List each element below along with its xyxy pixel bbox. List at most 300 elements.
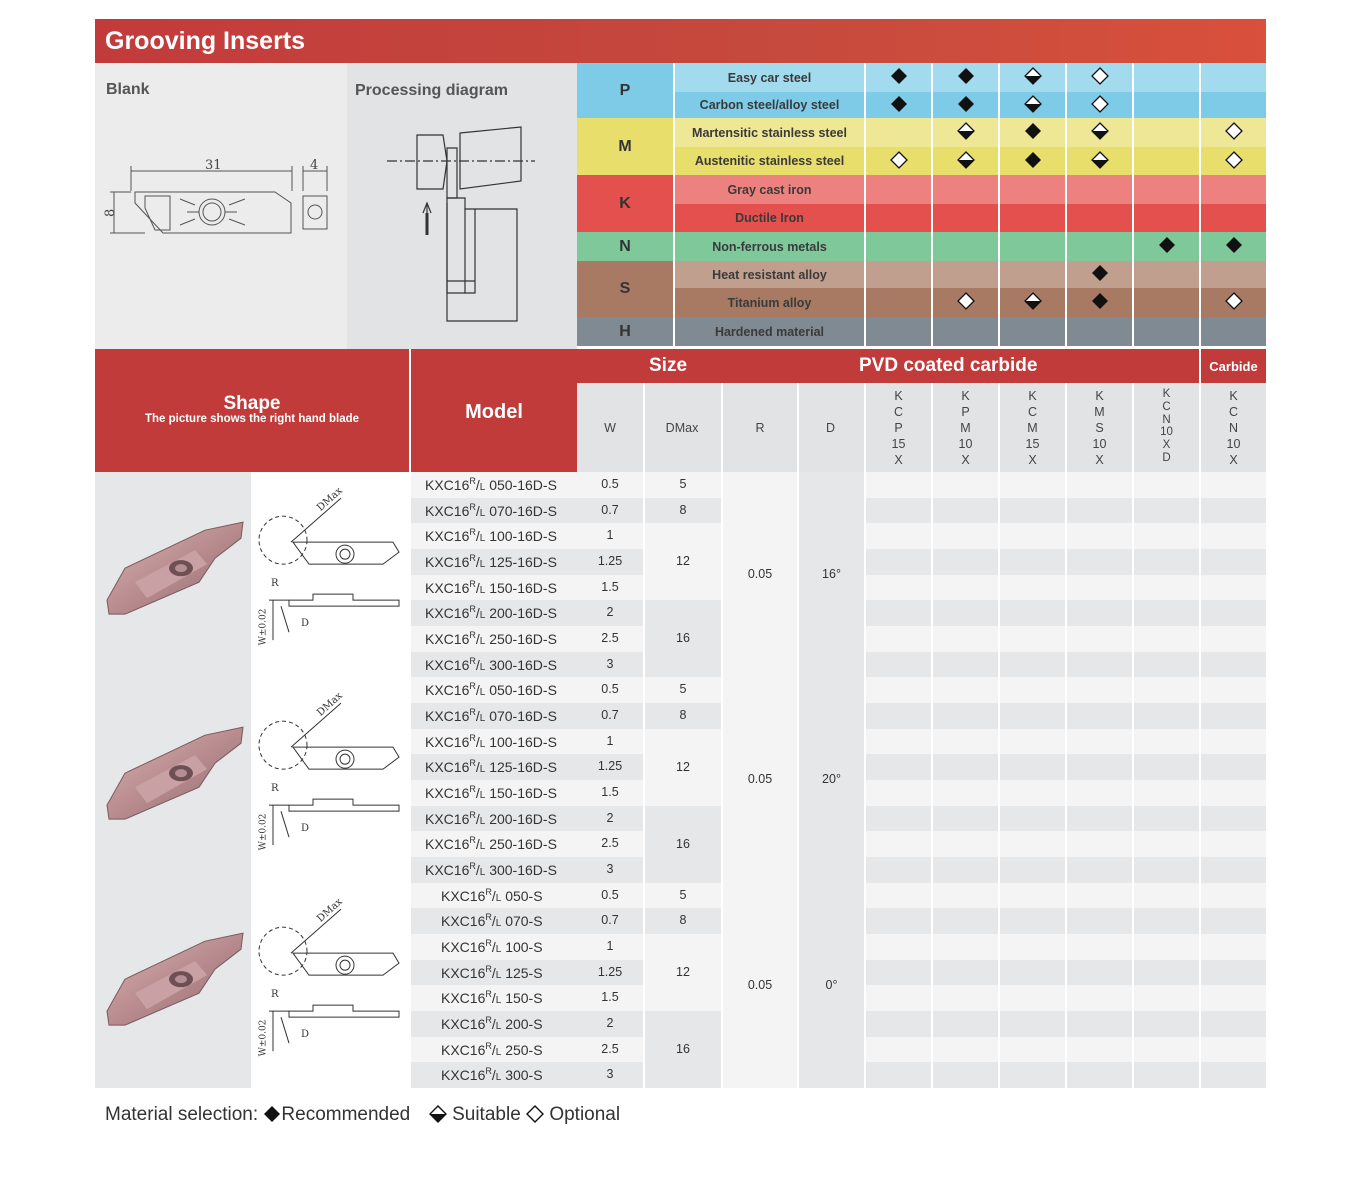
- model-suffix: 050-S: [505, 887, 543, 904]
- grade-cell: [1201, 63, 1266, 92]
- angle-label: D: [301, 618, 310, 629]
- grade-char: P: [894, 421, 903, 435]
- shape-header: [95, 349, 409, 472]
- model-code: [425, 861, 557, 878]
- table-row: [411, 985, 577, 1011]
- grade-cell: [933, 883, 998, 909]
- grade-cell: [1201, 960, 1266, 986]
- grade-cell: [866, 288, 931, 317]
- grade-cell: [1067, 288, 1132, 317]
- model-code: [425, 758, 557, 775]
- grade-cell: [1201, 703, 1266, 729]
- grade-cell: [933, 317, 998, 346]
- body-divider: [409, 472, 411, 1088]
- grade-cell: [1134, 780, 1199, 806]
- grade-cell: [1000, 677, 1065, 703]
- grade-cell: [1134, 857, 1199, 883]
- hand-left: L: [479, 559, 486, 570]
- grade-char: K: [1028, 389, 1037, 403]
- dmax-value: 12: [645, 934, 721, 1011]
- grade-cell: [1000, 934, 1065, 960]
- material-code-s: [577, 261, 673, 317]
- hand-right: R: [469, 707, 476, 718]
- dmax-value: 16: [645, 600, 721, 677]
- material-name: Titanium alloy: [727, 295, 812, 310]
- material-name: Non-ferrous metals: [712, 239, 827, 254]
- grade-cell: [1201, 729, 1266, 755]
- grade-char: N: [1228, 421, 1239, 435]
- grade-cell: [933, 677, 998, 703]
- material-name-cell: [675, 261, 864, 288]
- hand-left: L: [495, 969, 502, 981]
- matrix-divider: [998, 63, 1000, 349]
- table-row: [411, 857, 577, 883]
- w-value: 2: [577, 1011, 643, 1037]
- table-row: [411, 703, 577, 729]
- legend: [105, 1104, 620, 1126]
- table-row: [411, 883, 577, 909]
- model-prefix: KXC16: [441, 1041, 486, 1058]
- grade-char: 10: [958, 437, 973, 451]
- grade-cell: [1201, 934, 1266, 960]
- grade-cell: [933, 831, 998, 857]
- grade-cell: [866, 63, 931, 92]
- w-value: 2: [577, 600, 643, 626]
- material-name: Gray cast iron: [727, 182, 812, 197]
- matrix-divider: [931, 63, 933, 349]
- w-value: 3: [577, 1062, 643, 1088]
- hand-right: R: [469, 784, 476, 795]
- angle-label: D: [301, 823, 310, 835]
- material-code-p: [577, 63, 673, 118]
- grade-cell: [1134, 934, 1199, 960]
- hand-right: R: [469, 578, 476, 589]
- hand-left: L: [495, 995, 502, 1007]
- model-code: [425, 502, 557, 519]
- optional-icon: [1225, 292, 1243, 313]
- grade-char: 15: [1025, 437, 1040, 451]
- blank-dim-thick: 4: [310, 158, 319, 173]
- hand-separator: /: [475, 810, 480, 827]
- grade-char: C: [1027, 405, 1038, 419]
- hand-separator: /: [475, 554, 480, 570]
- model-code: [441, 1015, 543, 1032]
- hand-right: R: [485, 1066, 492, 1077]
- hand-separator: /: [475, 682, 480, 699]
- radius-label: R: [271, 578, 279, 589]
- body-divider: [721, 472, 723, 1088]
- hand-right: R: [469, 861, 476, 872]
- grade-char: D: [1162, 451, 1171, 464]
- grade-cell: [1000, 600, 1065, 626]
- grade-cell: [1201, 204, 1266, 232]
- matrix-divider: [673, 63, 675, 349]
- grade-cell: [866, 960, 931, 986]
- grade-cell: [1000, 147, 1065, 175]
- grade-cell: [1201, 288, 1266, 317]
- grade-char: P: [961, 405, 970, 419]
- grade-cell: [1134, 985, 1199, 1011]
- shape-subtitle: The picture shows the right hand blade: [144, 413, 360, 425]
- grade-cell: [1000, 549, 1065, 575]
- grade-cell: [1000, 92, 1065, 118]
- blank-dim-height: 8: [103, 208, 118, 217]
- model-code: [441, 1041, 543, 1058]
- grade-cell: [933, 63, 998, 92]
- grade-cell: [1067, 498, 1132, 524]
- legend-prefix: Material selection:: [105, 1104, 259, 1125]
- model-code: [425, 579, 557, 596]
- header-divider: [643, 383, 645, 472]
- body-divider: [251, 472, 253, 1088]
- grade-cell: [1201, 118, 1266, 147]
- matrix-divider: [1132, 63, 1134, 349]
- dmax-value: 16: [645, 806, 721, 883]
- w-value: 1.5: [577, 780, 643, 806]
- model-code: [425, 810, 557, 827]
- page-title-bar: [95, 19, 1266, 63]
- table-row: [411, 806, 577, 832]
- table-row: [411, 600, 577, 626]
- model-code: [425, 733, 557, 750]
- material-name: Carbon steel/alloy steel: [699, 98, 840, 112]
- suitable-icon: [429, 1104, 447, 1125]
- legend-recommended: Recommended: [281, 1104, 411, 1125]
- grade-cell: [1134, 831, 1199, 857]
- material-code-label: M: [618, 137, 632, 155]
- table-row: [411, 1062, 577, 1088]
- material-name: Easy car steel: [727, 70, 812, 85]
- model-prefix: KXC16: [425, 785, 470, 802]
- grade-cell: [1000, 1037, 1065, 1063]
- grade-cell: [866, 806, 931, 832]
- grade-cell: [1000, 857, 1065, 883]
- angle-label: D: [301, 1028, 310, 1040]
- grade-cell: [866, 985, 931, 1011]
- grade-cell: [1201, 317, 1266, 346]
- grade-cell: [1000, 498, 1065, 524]
- grade-cell: [1067, 831, 1132, 857]
- model-suffix: 100-16D-S: [489, 528, 557, 545]
- matrix-divider: [864, 63, 866, 349]
- grade-cell: [933, 1011, 998, 1037]
- model-code: [425, 707, 557, 724]
- hand-left: L: [479, 764, 486, 776]
- grade-char: M: [960, 421, 971, 435]
- grade-cell: [933, 1037, 998, 1063]
- hand-left: L: [479, 738, 486, 750]
- grade-cell: [1067, 883, 1132, 909]
- material-name-cell: [675, 175, 864, 204]
- grade-cell: [1067, 92, 1132, 118]
- grade-cell: [933, 600, 998, 626]
- grade-cell: [866, 204, 931, 232]
- suitable-icon: [1091, 151, 1109, 172]
- grade-cell: [866, 626, 931, 652]
- grade-cell: [1000, 960, 1065, 986]
- hand-separator: /: [491, 1016, 496, 1033]
- model-title: Model: [465, 401, 523, 423]
- grade-cell: [1201, 575, 1266, 601]
- hand-separator: /: [491, 990, 496, 1007]
- w-value: 1.5: [577, 575, 643, 601]
- grade-cell: [933, 147, 998, 175]
- grade-cell: [933, 780, 998, 806]
- model-suffix: 070-S: [505, 913, 543, 930]
- model-suffix: 150-16D-S: [489, 785, 557, 802]
- grade-cell: [933, 472, 998, 498]
- grade-cell: [1134, 549, 1199, 575]
- grade-cell: [1000, 626, 1065, 652]
- dmax-label: DMax: [315, 690, 345, 719]
- grade-cell: [1000, 523, 1065, 549]
- table-row: [411, 575, 577, 601]
- model-suffix: 100-16D-S: [489, 733, 557, 750]
- grade-cell: [866, 934, 931, 960]
- grade-cell: [1134, 472, 1199, 498]
- hand-right: R: [469, 501, 476, 512]
- material-name: Austenitic stainless steel: [694, 154, 845, 168]
- table-body: [95, 472, 1266, 1088]
- w-value: 1: [577, 523, 643, 549]
- hand-left: L: [479, 661, 486, 673]
- suitable-icon: [957, 151, 975, 172]
- table-row: [411, 549, 577, 575]
- model-code: [425, 476, 557, 493]
- d-value: 0°: [799, 883, 864, 1088]
- optional-icon: [1091, 67, 1109, 88]
- grade-cell: [1067, 600, 1132, 626]
- model-prefix: KXC16: [425, 656, 470, 673]
- grade-cell: [1000, 204, 1065, 232]
- w-value: 0.7: [577, 703, 643, 729]
- recommended-icon: [1091, 264, 1109, 285]
- model-suffix: 200-S: [505, 1016, 543, 1033]
- insert-diagram: [253, 883, 409, 1088]
- grade-cell: [1000, 118, 1065, 147]
- model-suffix: 070-16D-S: [489, 502, 557, 519]
- material-matrix: [577, 63, 1266, 349]
- recommended-icon: [1024, 151, 1042, 172]
- grade-cell: [1134, 703, 1199, 729]
- model-prefix: KXC16: [425, 502, 470, 519]
- grade-cell: [933, 261, 998, 288]
- grade-cell: [1067, 175, 1132, 204]
- material-name-cell: [675, 147, 864, 175]
- suitable-icon: [1091, 122, 1109, 143]
- grade-cell: [866, 677, 931, 703]
- grade-cell: [933, 232, 998, 261]
- hand-separator: /: [491, 913, 496, 930]
- grade-cell: [933, 92, 998, 118]
- grade-cell: [1134, 1011, 1199, 1037]
- model-prefix: KXC16: [425, 862, 470, 879]
- grade-cell: [866, 1062, 931, 1088]
- grade-cell: [866, 831, 931, 857]
- grade-cell: [1134, 729, 1199, 755]
- w-value: 2.5: [577, 831, 643, 857]
- column-r: R: [755, 420, 765, 435]
- material-name: Martensitic stainless steel: [692, 125, 847, 140]
- material-code-n: [577, 232, 673, 261]
- grade-cell: [1201, 754, 1266, 780]
- model-prefix: KXC16: [425, 759, 470, 776]
- grade-cell: [1000, 703, 1065, 729]
- optional-icon: [1091, 95, 1109, 116]
- table-row: [411, 626, 577, 652]
- grade-cell: [866, 92, 931, 118]
- hand-separator: /: [475, 862, 480, 879]
- header-divider: [998, 383, 1000, 472]
- d-value: 20°: [799, 677, 864, 882]
- hand-left: L: [495, 1072, 502, 1084]
- grade-cell: [1000, 831, 1065, 857]
- grade-cell: [1201, 652, 1266, 678]
- grade-cell: [933, 985, 998, 1011]
- grade-char: C: [1228, 405, 1239, 419]
- table-row: [411, 1037, 577, 1063]
- model-code: [425, 656, 557, 673]
- grade-cell: [1134, 806, 1199, 832]
- grade-cell: [1201, 261, 1266, 288]
- hand-left: L: [479, 790, 486, 802]
- grade-header: [1067, 388, 1132, 468]
- header-divider: [721, 383, 723, 472]
- dmax-label: DMax: [315, 896, 345, 925]
- recommended-icon: [1158, 236, 1176, 257]
- header-divider: [1199, 383, 1201, 472]
- model-suffix: 125-16D-S: [489, 554, 557, 570]
- grade-cell: [1067, 1011, 1132, 1037]
- grade-cell: [933, 703, 998, 729]
- size-grade-header: [577, 349, 1266, 383]
- insert-diagram: [253, 472, 409, 677]
- model-prefix: KXC16: [425, 708, 470, 725]
- hand-left: L: [495, 1046, 502, 1058]
- grade-cell: [1134, 883, 1199, 909]
- hand-right: R: [469, 655, 476, 666]
- model-code: [441, 1066, 543, 1083]
- grade-cell: [1201, 472, 1266, 498]
- grade-cell: [866, 883, 931, 909]
- r-value: 0.05: [723, 677, 797, 882]
- grade-cell: [933, 908, 998, 934]
- grade-cell: [933, 118, 998, 147]
- grade-cell: [866, 472, 931, 498]
- w-value: 1: [577, 729, 643, 755]
- grade-cell: [933, 175, 998, 204]
- legend-suitable: Suitable: [452, 1104, 521, 1125]
- grade-cell: [1067, 857, 1132, 883]
- grade-cell: [1201, 831, 1266, 857]
- grade-cell: [1067, 908, 1132, 934]
- hand-right: R: [485, 886, 492, 897]
- table-row: [411, 523, 577, 549]
- model-prefix: KXC16: [425, 528, 470, 545]
- grade-cell: [1134, 175, 1199, 204]
- grade-cell: [1067, 261, 1132, 288]
- blank-dim-length: 31: [205, 158, 222, 173]
- grade-cell: [1134, 317, 1199, 346]
- grade-char: X: [1028, 453, 1037, 467]
- model-suffix: 250-16D-S: [489, 631, 557, 648]
- hand-left: L: [495, 892, 502, 904]
- model-prefix: KXC16: [425, 733, 470, 750]
- hand-right: R: [469, 527, 476, 538]
- grade-cell: [1067, 652, 1132, 678]
- hand-separator: /: [475, 759, 480, 776]
- grade-cell: [1000, 1062, 1065, 1088]
- column-d: D: [825, 420, 836, 435]
- grade-cell: [1134, 498, 1199, 524]
- dmax-label: DMax: [315, 485, 345, 514]
- material-name-cell: [675, 118, 864, 147]
- model-code: [425, 681, 557, 698]
- grade-cell: [1201, 985, 1266, 1011]
- model-code: [441, 989, 543, 1006]
- r-value: 0.05: [723, 472, 797, 677]
- material-code-label: P: [619, 81, 631, 99]
- w-value: 1.25: [577, 754, 643, 780]
- body-divider: [643, 472, 645, 1088]
- grade-cell: [1134, 1037, 1199, 1063]
- model-prefix: KXC16: [441, 1016, 486, 1033]
- grade-cell: [1134, 523, 1199, 549]
- grade-char: 10: [1092, 437, 1107, 451]
- blank-label: Blank: [106, 81, 150, 98]
- model-code: [441, 887, 543, 904]
- table-row: [411, 908, 577, 934]
- header-divider: [1132, 383, 1134, 472]
- hand-separator: /: [475, 579, 480, 596]
- grade-char: X: [1162, 439, 1171, 452]
- grade-cell: [1067, 703, 1132, 729]
- material-code-label: N: [619, 237, 631, 255]
- grade-cell: [866, 261, 931, 288]
- matrix-divider: [1199, 63, 1201, 349]
- grade-char: K: [961, 389, 970, 403]
- grade-cell: [1201, 175, 1266, 204]
- grade-cell: [1000, 729, 1065, 755]
- grade-cell: [933, 575, 998, 601]
- hand-right: R: [485, 989, 492, 1000]
- w-value: 0.7: [577, 908, 643, 934]
- hand-right: R: [469, 732, 476, 743]
- model-code: [425, 784, 557, 801]
- grade-cell: [1000, 472, 1065, 498]
- blank-panel: [95, 63, 347, 349]
- grade-cell: [1067, 780, 1132, 806]
- hand-separator: /: [491, 939, 496, 956]
- body-divider: [797, 472, 799, 1088]
- optional-icon: [957, 292, 975, 313]
- page-title: Grooving Inserts: [105, 27, 306, 55]
- legend-optional: Optional: [549, 1104, 621, 1125]
- material-code-m: [577, 118, 673, 175]
- processing-panel: [347, 63, 577, 349]
- hand-left: L: [479, 841, 486, 853]
- grade-cell: [1201, 908, 1266, 934]
- grade-cell: [1067, 549, 1132, 575]
- model-suffix: 150-S: [505, 990, 543, 1007]
- grade-cell: [933, 806, 998, 832]
- grade-cell: [1201, 232, 1266, 261]
- radius-label: R: [271, 783, 279, 795]
- material-name: Ductile Iron: [735, 211, 804, 225]
- grade-cell: [866, 780, 931, 806]
- grade-cell: [1201, 857, 1266, 883]
- grade-cell: [1067, 1037, 1132, 1063]
